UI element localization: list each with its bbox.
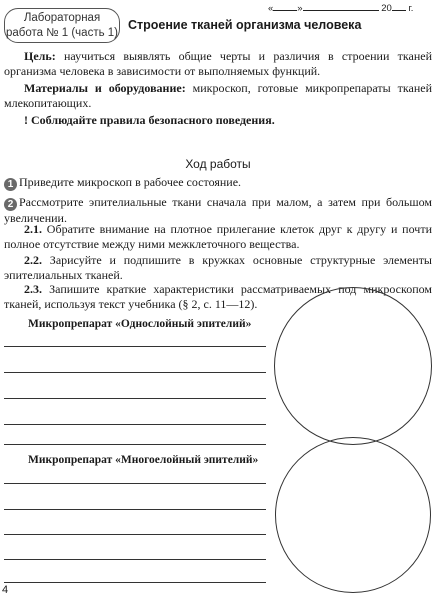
page-title: Строение тканей организма человека: [128, 18, 362, 32]
work-heading: Ход работы: [185, 157, 251, 171]
lab-work-badge: [4, 8, 120, 43]
writing-line[interactable]: [4, 509, 266, 510]
step-2-3: 2.3. Запишите краткие характеристики рассматриваемых под микроскопом тканей, используя текст учебника (§ 2, с. 11—12).: [4, 282, 432, 311]
writing-line[interactable]: [4, 534, 266, 535]
step-2-1: 2.1. Обратите внимание на плотное прилегание клеток друг к другу и почти полное отсутствие между ними межклеточного вещества.: [4, 222, 432, 251]
materials-paragraph: Материалы и оборудование: микроскоп, готовые микропрепараты тканей млекопитающих.: [4, 81, 433, 110]
drawing-circle-1[interactable]: [274, 287, 432, 445]
writing-line[interactable]: [4, 424, 266, 425]
step-2-number: 2: [4, 198, 17, 211]
page-number: 4: [2, 584, 9, 596]
writing-line[interactable]: [4, 372, 266, 373]
writing-line[interactable]: [4, 559, 266, 560]
drawing-circle-2[interactable]: [275, 437, 431, 593]
step-1-number: 1: [4, 178, 17, 191]
writing-line[interactable]: [4, 582, 266, 583]
writing-line[interactable]: [4, 398, 266, 399]
writing-line[interactable]: [4, 444, 266, 445]
date-field: « » 20 г.: [268, 3, 414, 14]
lab-work-number: работа № 1 (часть 1): [5, 26, 119, 39]
specimen-2-title: Микропрепарат «Многоелойный эпителий»: [28, 454, 259, 466]
specimen-1-title: Микропрепарат «Однослойный эпителий»: [28, 318, 252, 330]
step-2-2: 2.2. Зарисуйте и подпишите в кружках основные структурные элементы эпителиальных тканей.: [4, 253, 432, 282]
goal-paragraph: Цель: научиться выявлять общие черты и различия в строении тканей организма человека в зависимости от выполняемых функций.: [4, 49, 432, 78]
step-1: 1 Приведите микроскоп в рабочее состояние.: [4, 175, 432, 191]
writing-line[interactable]: [4, 483, 266, 484]
lab-work-label: Лабораторная: [23, 11, 101, 24]
writing-line[interactable]: [4, 346, 266, 347]
step-2: 2 Рассмотрите эпителиальные ткани сначала при малом, а затем при большом увеличении.: [4, 195, 432, 225]
safety-note: ! Соблюдайте правила безопасного поведения.: [24, 113, 275, 127]
